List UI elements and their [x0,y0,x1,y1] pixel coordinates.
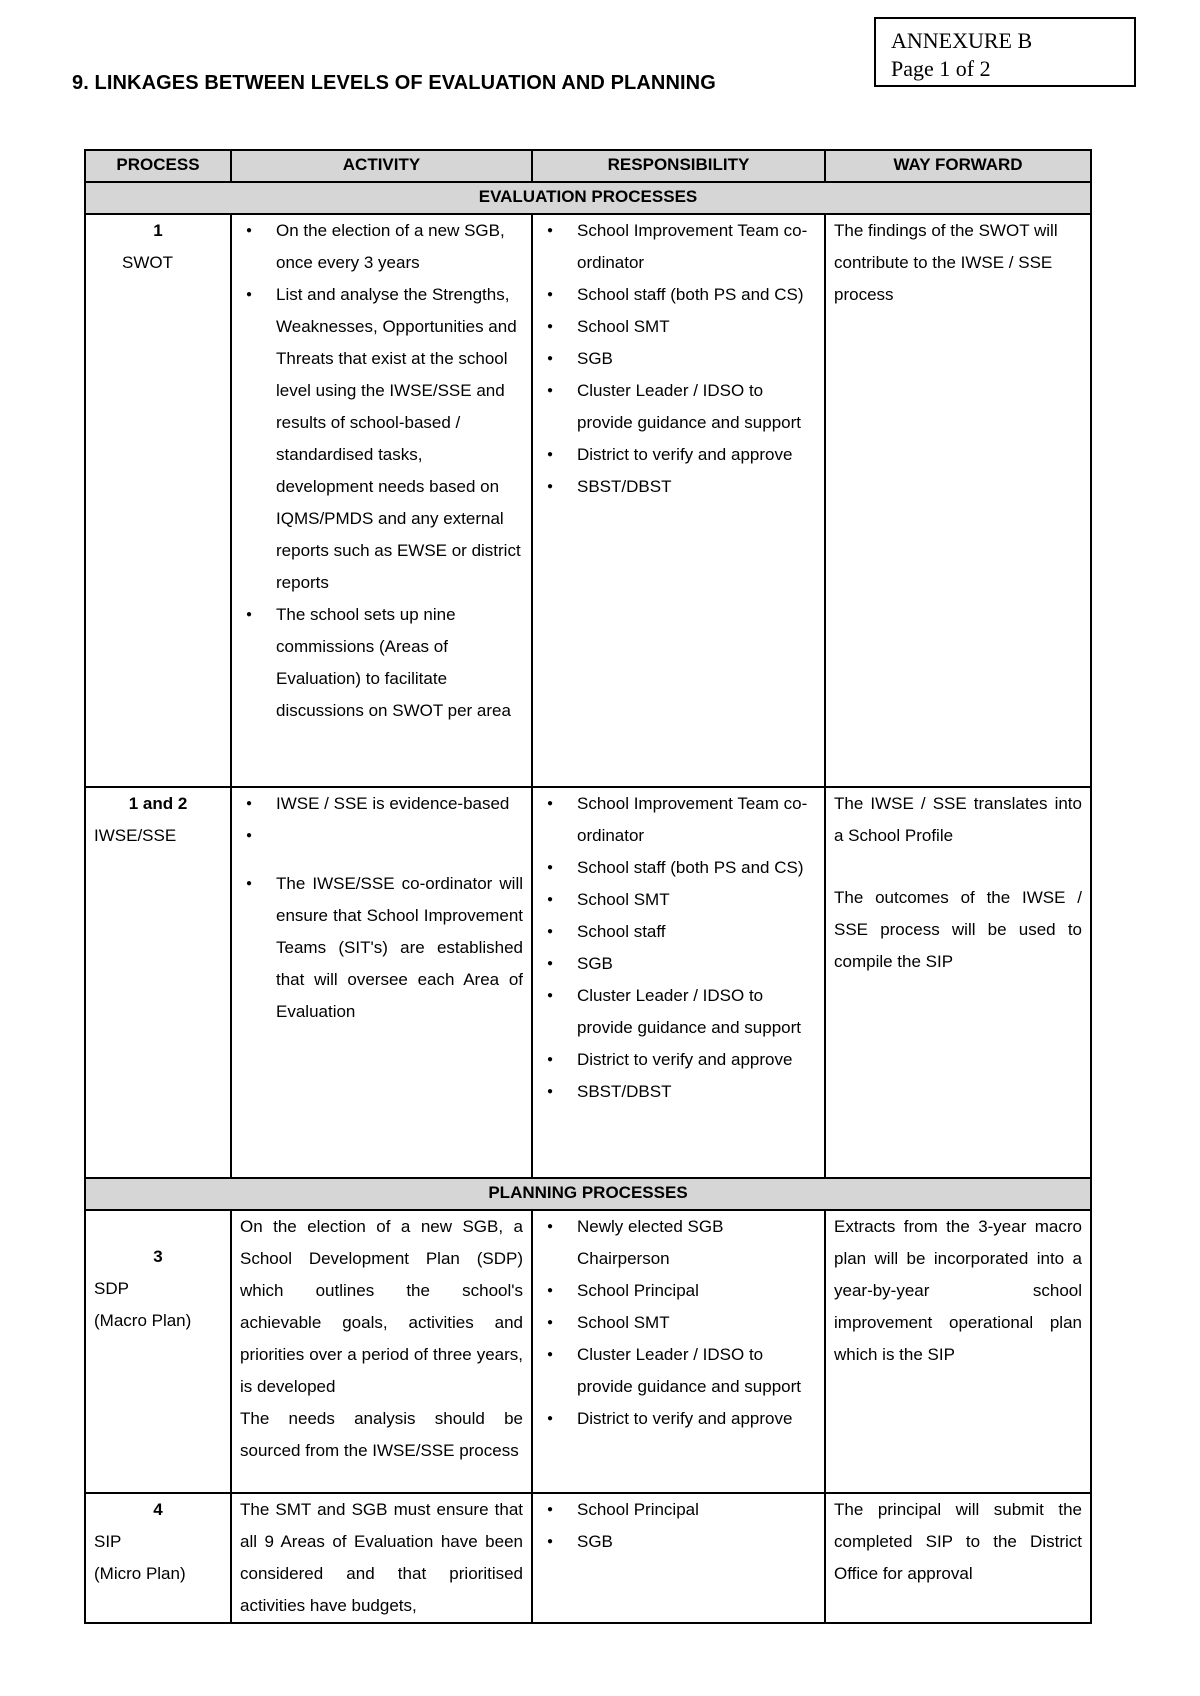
list-item: ● SGB [541,948,816,980]
list-item: ● SGB [541,343,816,375]
responsibility-cell [532,787,825,1178]
page-indicator: Page 1 of 2 [891,56,991,81]
process-number: 1 and 2 [128,794,188,813]
way-forward-text: The IWSE / SSE translates into a School Profile [834,794,1082,845]
activity-cell [231,1210,532,1493]
process-label: SWOT [122,253,173,272]
section-row-evaluation [85,182,1091,214]
process-cell [85,214,231,787]
annexure-box [874,17,1136,87]
header-process: PROCESS [85,150,231,182]
header-responsibility: RESPONSIBILITY [532,150,825,182]
way-forward-cell [825,1210,1091,1493]
list-spacer [240,820,523,868]
list-item: ● SBST/DBST [541,1076,816,1108]
list-item: ● School Improvement Team co-ordinator [541,788,816,852]
process-sublabel: (Micro Plan) [94,1564,186,1583]
list-item: ● District to verify and approve [541,1044,816,1076]
list-item: ● On the election of a new SGB, once every 3 years [240,215,523,279]
process-number: 4 [153,1500,163,1519]
list-item: ● List and analyse the Strengths, Weaknesses, Opportunities and Threats that exist at the school level using the IWSE/SSE and results of school-based / standardised tasks, development needs based on IQMS/PMDS and any external reports such as EWSE or district reports [240,279,523,599]
activity-cell [231,787,532,1178]
table-row [85,1210,1091,1493]
table-row [85,214,1091,787]
activity-text: On the election of a new SGB, a School Development Plan (SDP) which outlines the school's achievable goals, activities and priorities over a period of three years, is developed [240,1217,523,1396]
way-forward-text: The outcomes of the IWSE / SSE process will be used to compile the SIP [834,888,1082,971]
activity-text: The needs analysis should be sourced from the IWSE/SSE process [240,1409,523,1460]
responsibility-cell [532,1210,825,1493]
way-forward-text: The findings of the SWOT will contribute to the IWSE / SSE process [834,221,1058,304]
list-item: ● School Improvement Team co-ordinator [541,215,816,279]
way-forward-text: Extracts from the 3-year macro plan will be incorporated into a year-by-year school improvement operational plan which is the SIP [834,1217,1082,1364]
process-cell [85,1210,231,1493]
process-label: SIP [94,1532,122,1551]
header-activity: ACTIVITY [231,150,532,182]
list-item: ● District to verify and approve [541,1403,816,1435]
list-item: ● Newly elected SGB Chairperson [541,1211,816,1275]
process-cell [85,787,231,1178]
list-item: ● Cluster Leader / IDSO to provide guidance and support [541,1339,816,1403]
process-number: 3 [153,1247,163,1266]
annexure-label: ANNEXURE B [891,28,1033,53]
table-row [85,1493,1091,1623]
list-item: ● SGB [541,1526,816,1558]
linkages-table [84,149,1092,1624]
way-forward-cell [825,1493,1091,1623]
process-sublabel: (Macro Plan) [94,1311,192,1330]
activity-cell [231,1493,532,1623]
process-number: 1 [153,221,163,240]
list-item: ● The school sets up nine commissions (Areas of Evaluation) to facilitate discussions on SWOT per area [240,599,523,727]
list-item: ● The IWSE/SSE co-ordinator will ensure that School Improvement Teams (SIT's) are established that will oversee each Area of Evaluation [240,868,523,1028]
way-forward-cell [825,214,1091,787]
activity-cell [231,214,532,787]
list-item: ● Cluster Leader / IDSO to provide guidance and support [541,375,816,439]
list-item: ● School staff [541,916,816,948]
list-item: ● Cluster Leader / IDSO to provide guidance and support [541,980,816,1044]
process-label: SDP [94,1279,129,1298]
section-planning: PLANNING PROCESSES [85,1178,1091,1210]
section-row-planning [85,1178,1091,1210]
header-way-forward: WAY FORWARD [825,150,1091,182]
activity-text: The SMT and SGB must ensure that all 9 Areas of Evaluation have been considered and that prioritised activities have budgets, [240,1500,523,1615]
list-item: ● School SMT [541,884,816,916]
responsibility-cell [532,1493,825,1623]
list-item: ● District to verify and approve [541,439,816,471]
table-row [85,787,1091,1178]
list-item: ● IWSE / SSE is evidence-based [240,788,523,820]
section-evaluation: EVALUATION PROCESSES [85,182,1091,214]
list-item: ● School staff (both PS and CS) [541,279,816,311]
responsibility-cell [532,214,825,787]
page-title: 9. LINKAGES BETWEEN LEVELS OF EVALUATION AND PLANNING [72,72,716,94]
list-item: ● SBST/DBST [541,471,816,503]
header-row [85,150,1091,182]
process-cell [85,1493,231,1623]
way-forward-cell [825,787,1091,1178]
list-item: ● School Principal [541,1494,816,1526]
list-item: ● School staff (both PS and CS) [541,852,816,884]
list-item: ● School Principal [541,1275,816,1307]
list-item: ● School SMT [541,1307,816,1339]
list-item: ● School SMT [541,311,816,343]
way-forward-text: The principal will submit the completed SIP to the District Office for approval [834,1500,1082,1583]
process-label: IWSE/SSE [94,826,177,845]
